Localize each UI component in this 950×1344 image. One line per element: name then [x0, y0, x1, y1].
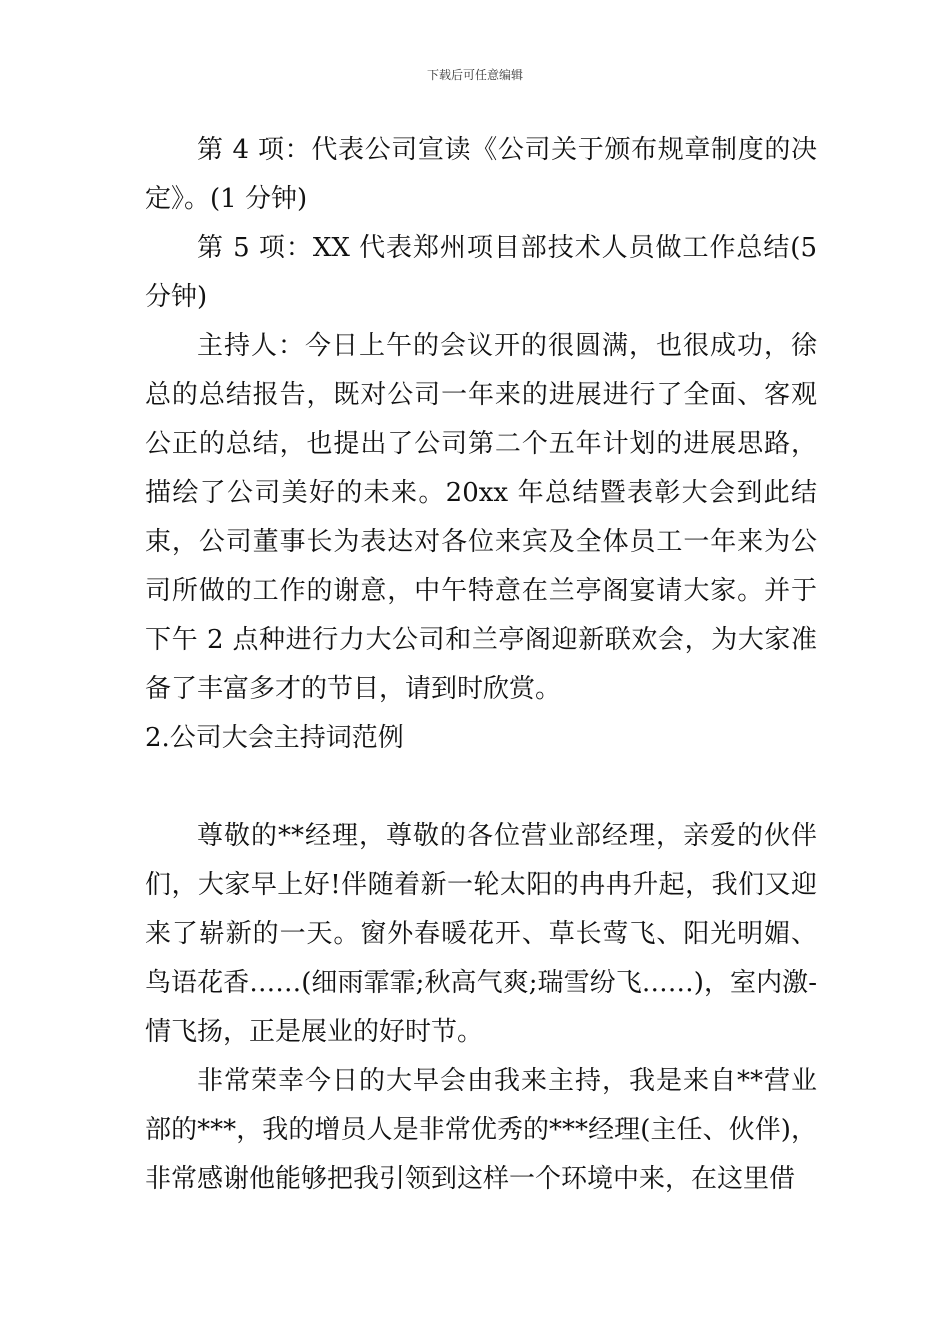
- paragraph-greeting: 尊敬的**经理，尊敬的各位营业部经理，亲爱的伙伴们，大家早上好!伴随着新一轮太阳的冉冉升起，我们又迎来了崭新的一天。窗外春暖花开、草长莺飞、阳光明媚、鸟语花香……(细雨霏霏;秋高气爽;瑞雪纷飞……)，室内激-情飞扬，正是展业的好时节。: [145, 821, 817, 1047]
- blank-line: [145, 763, 817, 812]
- page-header: 下载后可任意编辑: [426, 68, 523, 82]
- section-heading: 2.公司大会主持词范例: [145, 723, 404, 753]
- paragraph-host-closing: 主持人：今日上午的会议开的很圆满，也很成功，徐总的总结报告，既对公司一年来的进展进行了全面、客观公正的总结，也提出了公司第二个五年计划的进展思路，描绘了公司美好的未来。20xx 年总结暨表彰大会到此结束，公司董事长为表达对各位来宾及全体员工一年来为公司所做的工作的谢意，中午特意在兰亭阁宴请大家。并于下午 2 点种进行力大公司和兰亭阁迎新联欢会，为大家准备了丰富多才的节目，请到时欣赏。: [145, 331, 817, 704]
- paragraph-item-4: 第 4 项：代表公司宣读《公司关于颁布规章制度的决定》。(1 分钟): [145, 135, 817, 214]
- paragraph-introduction: 非常荣幸今日的大早会由我来主持，我是来自**营业部的***，我的增员人是非常优秀的***经理(主任、伙伴)，非常感谢他能够把我引领到这样一个环境中来，在这里借: [145, 1066, 817, 1194]
- paragraph-item-5: 第 5 项：XX 代表郑州项目部技术人员做工作总结(5 分钟): [145, 233, 826, 312]
- document-body: [145, 126, 826, 1204]
